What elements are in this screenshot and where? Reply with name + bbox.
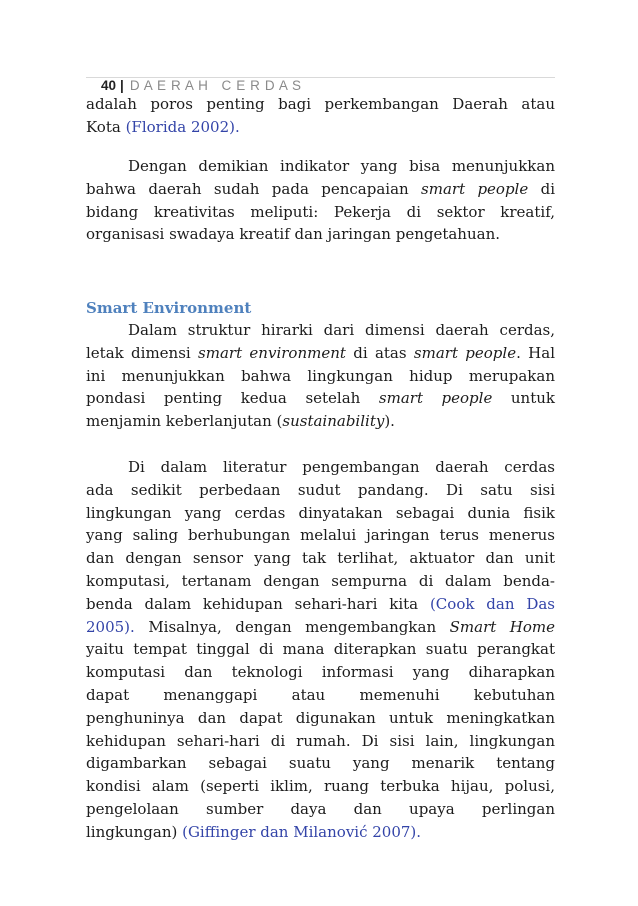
running-header: [86, 56, 302, 93]
text-segment: komputasi dan teknologi informasi yang diharapkan: [86, 663, 555, 682]
text-line: [86, 387, 555, 410]
text-segment: benda dalam kehidupan sehari-hari kita: [86, 594, 430, 613]
text-line: [86, 479, 555, 502]
text-line: [86, 502, 555, 525]
text-line: [86, 616, 555, 639]
text-segment: Kota: [86, 117, 126, 136]
italic-term: Smart Home: [449, 617, 555, 636]
text-segment: yaitu tempat tinggal di mana diterapkan suatu perangkat: [86, 640, 555, 659]
text-segment: pengelolaan sumber daya dan upaya perlingan: [86, 799, 555, 818]
text-segment: kondisi alam (seperti iklim, ruang terbuka hijau, polusi,: [86, 777, 555, 796]
text-line: [86, 570, 555, 593]
paragraph: [86, 93, 555, 139]
text-segment: lingkungan): [86, 822, 183, 841]
text-segment: Misalnya, dengan mengembangkan: [134, 617, 450, 636]
text-segment: kehidupan sehari-hari di rumah. Di sisi lain, lingkungan: [86, 731, 555, 750]
text-segment: di: [528, 179, 555, 198]
text-segment: lingkungan yang cerdas dinyatakan sebagai dunia fisik: [86, 503, 555, 522]
paragraph: [86, 456, 555, 844]
text-line: [86, 547, 555, 570]
text-segment: ada sedikit perbedaan sudut pandang. Di satu sisi: [86, 480, 555, 499]
text-line: [86, 821, 555, 844]
citation: (Giffinger dan Milanović 2007).: [182, 822, 422, 841]
text-line: [86, 410, 555, 433]
text-line: [86, 707, 555, 730]
text-line: [86, 684, 555, 707]
section-heading: Smart Environment: [86, 299, 252, 317]
text-line: [86, 775, 555, 798]
citation: (Florida 2002).: [125, 117, 240, 136]
text-segment: menjamin keberlanjutan (: [86, 412, 283, 431]
text-segment: adalah poros penting bagi perkembangan Daerah atau: [86, 95, 555, 113]
text-line: [86, 155, 555, 178]
italic-term: smart people: [378, 389, 493, 408]
text-segment: digambarkan sebagai suatu yang menarik tentang: [86, 754, 555, 773]
page-number: 40: [101, 78, 117, 93]
text-segment: dan dengan sensor yang tak terlihat, aktuator dan unit: [86, 549, 555, 568]
text-segment: yang saling berhubungan melalui jaringan terus menerus: [86, 526, 555, 545]
text-segment: Di dalam literatur pengembangan daerah cerdas: [128, 458, 555, 476]
text-segment: ).: [384, 412, 395, 431]
text-line: [86, 798, 555, 821]
italic-term: smart people: [413, 343, 517, 362]
text-segment: Dalam struktur hirarki dari dimensi daerah cerdas,: [128, 321, 555, 339]
paragraph: [86, 155, 555, 246]
text-segment: dapat menanggapi atau memenuhi kebutuhan: [86, 685, 555, 704]
text-segment: untuk: [492, 389, 555, 408]
text-line: [86, 456, 555, 479]
text-line: [86, 593, 555, 616]
text-line: [86, 661, 555, 684]
italic-term: smart environment: [198, 343, 346, 362]
header-separator: |: [120, 78, 124, 93]
running-title: D A E R A H C E R D A S: [129, 78, 302, 93]
text-segment: bahwa daerah sudah pada pencapaian: [86, 179, 422, 198]
text-segment: penghuninya dan dapat digunakan untuk meningkatkan: [86, 708, 555, 727]
citation: 2005).: [86, 617, 135, 636]
text-line: [86, 93, 555, 116]
text-line: [86, 178, 555, 201]
text-segment: Dengan demikian indikator yang bisa menunjukkan: [128, 157, 555, 175]
text-segment: . Hal: [516, 343, 556, 362]
header-rule: [86, 77, 555, 78]
text-segment: di atas: [345, 343, 414, 362]
italic-term: smart people: [421, 179, 529, 198]
text-segment: organisasi swadaya kreatif dan jaringan pengetahuan.: [86, 225, 500, 244]
text-segment: ini menunjukkan bahwa lingkungan hidup merupakan: [86, 366, 555, 385]
text-line: [86, 730, 555, 753]
text-line: [86, 524, 555, 547]
text-segment: letak dimensi: [86, 343, 199, 362]
text-line: [86, 365, 555, 388]
text-line: [86, 116, 555, 139]
text-segment: bidang kreativitas meliputi: Pekerja di sektor kreatif,: [86, 202, 555, 221]
text-line: [86, 752, 555, 775]
paragraph: [86, 319, 555, 433]
text-segment: komputasi, tertanam dengan sempurna di dalam benda-: [86, 571, 555, 590]
text-line: [86, 223, 555, 246]
text-line: [86, 201, 555, 224]
text-line: [86, 342, 555, 365]
text-line: [86, 638, 555, 661]
citation: (Cook dan Das: [429, 594, 555, 613]
text-line: [86, 319, 555, 342]
text-segment: pondasi penting kedua setelah: [86, 389, 379, 408]
italic-term: sustainability: [282, 412, 385, 431]
